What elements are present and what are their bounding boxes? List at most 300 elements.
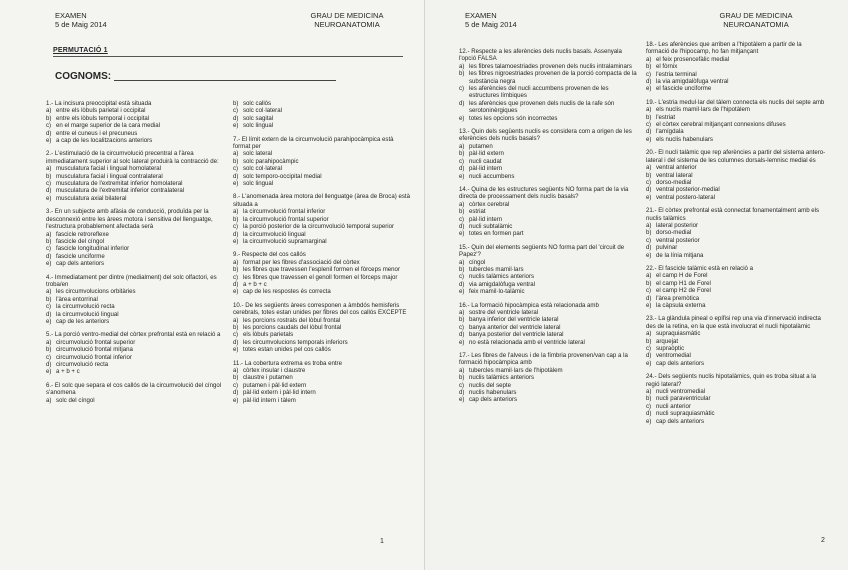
option-text: banya anterior del ventricle lateral	[469, 323, 561, 331]
option-text: banya posterior del ventricle lateral	[469, 331, 564, 339]
answer-option[interactable]	[459, 316, 637, 323]
question-item	[459, 48, 637, 122]
question-item	[646, 149, 826, 201]
option-letter: c)	[646, 70, 652, 78]
option-text: ventral posterior	[656, 236, 700, 244]
answer-option[interactable]	[46, 137, 226, 144]
answer-option[interactable]	[459, 208, 637, 215]
option-letter: d)	[646, 128, 652, 136]
option-letter: a)	[646, 106, 652, 114]
option-text: el camp H2 de Forel	[656, 287, 711, 295]
option-letter: e)	[459, 288, 465, 296]
option-letter: b)	[459, 316, 465, 324]
answer-option[interactable]	[233, 180, 411, 187]
option-letter: c)	[46, 180, 52, 188]
option-text: via amigdalòfuga ventral	[469, 280, 536, 288]
exam-header-left	[55, 11, 107, 29]
question-item	[46, 208, 226, 267]
option-text: l'amígdala	[656, 128, 684, 136]
option-text: solc callós	[243, 100, 272, 107]
option-letter: c)	[233, 223, 239, 231]
option-text: solc lingual	[243, 180, 274, 188]
option-text: dorso-medial	[656, 229, 692, 237]
option-letter: b)	[233, 374, 239, 382]
option-text: banya inferior del ventricle lateral	[469, 316, 559, 324]
option-letter: b)	[233, 323, 239, 331]
option-text: cap de les respostes és correcta	[243, 288, 331, 296]
answer-option[interactable]	[233, 339, 411, 346]
answer-option[interactable]	[646, 85, 826, 92]
answer-option[interactable]	[233, 208, 411, 215]
question-text: 6.- El solc que separa el cos callós de la circumvolució del cíngol s'anomena	[46, 381, 222, 397]
exam-date: 5 de Maig 2014	[55, 20, 107, 29]
question-item	[46, 100, 226, 144]
option-text: les aferències que provenen dels nuclis de la rafe són serotoninèrgiques	[469, 99, 615, 115]
option-letter: a)	[233, 316, 239, 324]
answer-option[interactable]	[233, 389, 411, 396]
answer-option[interactable]	[233, 107, 411, 114]
question-item	[646, 207, 826, 259]
answer-option[interactable]	[233, 374, 411, 381]
answer-option[interactable]	[46, 303, 226, 310]
answer-option[interactable]	[646, 352, 826, 359]
answer-option[interactable]	[646, 302, 826, 309]
option-text: tubercles mamil·lars de l'hipotàlem	[469, 366, 563, 374]
answer-option[interactable]	[46, 115, 226, 122]
answer-option[interactable]	[646, 179, 826, 186]
answer-option[interactable]	[459, 288, 637, 295]
answer-option[interactable]	[46, 238, 226, 245]
answer-option[interactable]	[233, 274, 411, 281]
answer-option[interactable]	[46, 107, 226, 114]
exam-label: EXAMEN	[465, 11, 497, 20]
option-letter: c)	[459, 157, 465, 165]
exam-label: EXAMEN	[55, 11, 87, 20]
answer-option[interactable]	[46, 245, 226, 252]
option-letter: d)	[46, 310, 52, 318]
option-text: nucli accumbens	[469, 172, 515, 180]
option-text: els nuclis mamil·lars de l'hipotàlem	[656, 106, 750, 114]
option-text: ventral postero-lateral	[656, 193, 715, 201]
option-letter: d)	[46, 187, 52, 195]
answer-option[interactable]	[233, 397, 411, 404]
option-text: nucli caudat	[469, 157, 502, 165]
option-text: la circumvolució recta	[56, 303, 115, 311]
option-text: solc del cíngol	[56, 396, 95, 404]
answer-option[interactable]	[459, 201, 637, 208]
answer-option[interactable]	[459, 173, 637, 180]
option-text: ventral lateral	[656, 171, 693, 179]
option-letter: a)	[46, 230, 52, 238]
option-letter: c)	[646, 236, 652, 244]
option-letter: c)	[233, 381, 239, 389]
question-text: 15.- Quin del elements següents NO forma part del 'circuit de Papez'?	[459, 243, 625, 259]
option-letter: e)	[459, 396, 465, 404]
question-text: 1.- La incisura preoccipital està situada	[46, 100, 152, 107]
answer-option[interactable]	[459, 216, 637, 223]
answer-option[interactable]	[646, 194, 826, 201]
answer-option[interactable]	[459, 309, 637, 316]
question-item	[459, 128, 637, 180]
answer-option[interactable]	[646, 330, 826, 337]
answer-option[interactable]	[233, 266, 411, 273]
option-letter: b)	[46, 346, 52, 354]
answer-option[interactable]	[459, 115, 637, 122]
answer-option[interactable]	[646, 222, 826, 229]
answer-option[interactable]	[459, 382, 637, 389]
answer-option[interactable]	[459, 223, 637, 230]
answer-option[interactable]	[233, 238, 411, 245]
answer-option[interactable]	[646, 186, 826, 193]
option-letter: a)	[459, 142, 465, 150]
option-text: cap dels anteriors	[656, 417, 705, 425]
option-text: musculatura facial i lingual homolateral	[56, 165, 162, 173]
answer-option[interactable]	[46, 288, 226, 295]
option-text: cap dels anteriors	[56, 260, 105, 268]
question-item	[46, 150, 226, 202]
option-text: format per les fibres d'associació del còrtex	[243, 258, 360, 266]
option-letter: e)	[646, 302, 652, 309]
option-text: fascicle del cíngol	[56, 237, 105, 245]
option-letter: c)	[646, 178, 652, 186]
answer-option[interactable]	[646, 403, 826, 410]
answer-option[interactable]	[646, 56, 826, 63]
option-text: pàl·lid intern	[469, 165, 503, 173]
page-number: 1	[380, 538, 384, 545]
option-letter: c)	[459, 85, 465, 93]
exam-header-right	[292, 11, 402, 29]
answer-option[interactable]	[459, 367, 637, 374]
question-text: 16.- La formació hipocàmpica està relacionada amb	[459, 301, 599, 309]
option-letter: d)	[233, 338, 239, 346]
answer-option[interactable]	[459, 339, 637, 346]
option-text: de la línia mitjana	[656, 251, 704, 259]
question-text: 20.- El nucli talàmic que rep aferències a partir del sistema antero-lateral i del sistema de les columnes dorsals-lemnisc medial és	[646, 149, 826, 164]
option-text: l'estriat	[656, 113, 676, 121]
option-letter: b)	[646, 63, 652, 71]
answer-option[interactable]	[459, 70, 637, 85]
answer-option[interactable]	[233, 165, 411, 172]
option-letter: b)	[459, 374, 465, 382]
answer-option[interactable]	[46, 361, 226, 368]
answer-option[interactable]	[46, 397, 226, 404]
option-letter: d)	[459, 165, 465, 173]
answer-option[interactable]	[233, 367, 411, 374]
answer-option[interactable]	[233, 281, 411, 288]
option-text: les fibres nigroestriades provenen de la porció compacta de la substància negra	[469, 70, 637, 85]
option-letter: e)	[233, 122, 239, 130]
answer-option[interactable]	[46, 354, 226, 361]
answer-option[interactable]	[46, 180, 226, 187]
answer-option[interactable]	[46, 187, 226, 194]
question-text: 21.- El còrtex prefrontal està connectat fonamentalment amb els nuclis talàmics	[646, 207, 820, 222]
answer-option[interactable]	[233, 100, 411, 107]
answer-option[interactable]	[233, 288, 411, 295]
option-text: musculatura de l'extremitat inferior contralateral	[56, 187, 185, 195]
degree-title: GRAU DE MEDICINA	[719, 11, 793, 20]
option-letter: a)	[646, 330, 652, 338]
question-text: 2.- L'estimulació de la circumvolució precentral a l'àrea immediatament superior al solc lateral produirà la contracció de:	[46, 150, 219, 165]
option-text: el còrtex cerebral mitjançant connexions difuses	[656, 121, 786, 129]
answer-option[interactable]	[46, 122, 226, 129]
question-text: 11.- La cobertura extrema es troba entre	[233, 359, 342, 367]
option-text: nucli anterior	[656, 402, 691, 410]
option-letter: d)	[233, 280, 239, 288]
answer-option[interactable]	[459, 389, 637, 396]
option-letter: a)	[233, 208, 239, 216]
answer-option[interactable]	[646, 229, 826, 236]
answer-option[interactable]	[233, 324, 411, 331]
option-text: estriat	[469, 208, 486, 216]
option-letter: e)	[233, 396, 239, 404]
answer-option[interactable]	[459, 266, 637, 273]
answer-option[interactable]	[459, 259, 637, 266]
option-text: l'àrea premòtica	[656, 294, 700, 302]
option-letter: a)	[233, 258, 239, 266]
option-text: cíngol	[469, 258, 486, 266]
option-letter: b)	[233, 266, 239, 274]
answer-option[interactable]	[233, 231, 411, 238]
option-letter: a)	[459, 200, 465, 208]
answer-option[interactable]	[46, 173, 226, 180]
option-letter: c)	[233, 107, 239, 115]
option-text: cap dels anteriors	[469, 396, 518, 404]
answer-option[interactable]	[646, 272, 826, 279]
answer-option[interactable]	[459, 63, 637, 70]
option-letter: b)	[646, 171, 652, 179]
answer-option[interactable]	[233, 382, 411, 389]
answer-option[interactable]	[646, 280, 826, 287]
question-column	[46, 100, 226, 410]
option-letter: c)	[233, 273, 239, 281]
question-item	[646, 99, 826, 143]
option-text: les fibres que travessen el genoll formen el fòrceps major	[243, 273, 398, 281]
question-text: 8.- L'anomenada àrea motora del llenguatge (àrea de Broca) està situada a	[233, 193, 410, 208]
option-text: putamen i pàl·lid extern	[243, 381, 307, 389]
option-letter: b)	[459, 70, 465, 78]
answer-option[interactable]	[459, 150, 637, 157]
answer-option[interactable]	[459, 85, 637, 100]
option-text: còrtex cerebral	[469, 200, 510, 208]
option-text: arquejat	[656, 337, 679, 345]
answer-option[interactable]	[233, 150, 411, 157]
question-item	[233, 136, 411, 188]
answer-option[interactable]	[646, 287, 826, 294]
option-text: pàl·lid intern i tàlem	[243, 396, 296, 404]
option-letter: e)	[46, 368, 52, 376]
answer-option[interactable]	[459, 100, 637, 115]
option-letter: a)	[459, 309, 465, 316]
option-letter: d)	[233, 172, 239, 180]
answer-option[interactable]	[646, 164, 826, 171]
answer-option[interactable]	[646, 172, 826, 179]
answer-option[interactable]	[646, 338, 826, 345]
option-letter: e)	[646, 359, 652, 367]
answer-option[interactable]	[233, 216, 411, 223]
answer-option[interactable]	[646, 114, 826, 121]
answer-option[interactable]	[46, 260, 226, 267]
option-text: a + b + c	[243, 280, 267, 288]
answer-option[interactable]	[46, 339, 226, 346]
option-letter: d)	[233, 389, 239, 397]
option-text: cap dels anteriors	[656, 359, 705, 367]
answer-option[interactable]	[459, 143, 637, 150]
answer-option[interactable]	[46, 368, 226, 375]
option-letter: d)	[646, 294, 652, 302]
exam-header-right	[697, 11, 815, 29]
option-text: ventral posterior-medial	[656, 186, 720, 194]
option-text: la circumvolució frontal inferior	[243, 208, 326, 216]
option-text: cap de les anteriors	[56, 317, 110, 325]
option-text: supraòptic	[656, 345, 685, 353]
answer-option[interactable]	[459, 324, 637, 331]
option-letter: c)	[459, 273, 465, 281]
option-letter: c)	[459, 381, 465, 389]
option-text: nucli ventromedial	[656, 388, 706, 396]
answer-option[interactable]	[233, 223, 411, 230]
course-title: NEUROANATOMIA	[723, 20, 789, 29]
option-letter: a)	[459, 366, 465, 374]
answer-option[interactable]	[646, 345, 826, 352]
answer-option[interactable]	[233, 115, 411, 122]
question-item	[233, 193, 411, 245]
option-letter: e)	[459, 114, 465, 122]
option-text: a cap de les localitzacions anteriors	[56, 137, 153, 145]
answer-option[interactable]	[459, 165, 637, 172]
answer-option[interactable]	[646, 237, 826, 244]
option-letter: e)	[46, 194, 52, 202]
option-letter: a)	[233, 367, 239, 374]
option-letter: e)	[233, 180, 239, 188]
question-item	[646, 373, 826, 425]
surname-line[interactable]	[114, 80, 336, 81]
question-item	[459, 302, 637, 346]
option-text: feix mamil·lo-talàmic	[469, 288, 525, 296]
option-text: musculatura facial i lingual contralateral	[56, 172, 163, 180]
answer-option[interactable]	[46, 165, 226, 172]
answer-option[interactable]	[646, 295, 826, 302]
option-letter: b)	[46, 172, 52, 180]
answer-option[interactable]	[459, 396, 637, 403]
answer-option[interactable]	[46, 231, 226, 238]
question-text: 23.- La glàndula pineal o epífisi rep una via d'innervació indirecta des de la retina, en la que està involucrat el nucli hipotalàmic	[646, 315, 821, 330]
option-letter: d)	[459, 99, 465, 107]
answer-option[interactable]	[46, 253, 226, 260]
option-text: les circumvolucions temporals inferiors	[243, 338, 348, 346]
option-letter: e)	[459, 230, 465, 238]
answer-option[interactable]	[646, 128, 826, 135]
option-text: nucli subtalàmic	[469, 222, 513, 230]
option-text: els lòbuls parietals	[243, 331, 294, 339]
option-letter: c)	[646, 287, 652, 295]
answer-option[interactable]	[233, 173, 411, 180]
exam-page-2	[424, 0, 848, 570]
option-letter: b)	[233, 215, 239, 223]
answer-option[interactable]	[46, 195, 226, 202]
answer-option[interactable]	[646, 388, 826, 395]
option-text: pàl·lid intern	[469, 215, 503, 223]
answer-option[interactable]	[46, 346, 226, 353]
answer-option[interactable]	[646, 136, 826, 143]
option-text: a + b + c	[56, 368, 80, 376]
option-text: les fibres que travessen l'esplenil formen el fòrceps menor	[243, 266, 400, 274]
option-letter: e)	[233, 237, 239, 245]
answer-option[interactable]	[646, 360, 826, 367]
answer-option[interactable]	[459, 374, 637, 381]
answer-option[interactable]	[646, 71, 826, 78]
answer-option[interactable]	[233, 331, 411, 338]
question-text: 4.- Immediatament per dintre (medialment) del solc olfactori, es troba/en	[46, 273, 217, 288]
question-item	[233, 302, 411, 354]
option-letter: e)	[646, 85, 652, 93]
answer-option[interactable]	[233, 158, 411, 165]
answer-option[interactable]	[233, 317, 411, 324]
question-item	[646, 41, 826, 93]
answer-option[interactable]	[646, 252, 826, 259]
question-item	[646, 265, 826, 309]
answer-option[interactable]	[233, 346, 411, 353]
answer-option[interactable]	[459, 331, 637, 338]
answer-option[interactable]	[646, 418, 826, 425]
answer-option[interactable]	[646, 121, 826, 128]
option-letter: d)	[459, 331, 465, 339]
answer-option[interactable]	[646, 63, 826, 70]
option-text: solc parahipocàmpic	[243, 157, 299, 165]
option-text: nuclis talàmics anteriors	[469, 273, 535, 281]
answer-option[interactable]	[233, 259, 411, 266]
option-letter: b)	[233, 100, 239, 107]
answer-option[interactable]	[646, 106, 826, 113]
option-text: dorso-medial	[656, 178, 692, 186]
option-letter: a)	[459, 258, 465, 266]
answer-option[interactable]	[46, 296, 226, 303]
option-letter: c)	[646, 121, 652, 129]
answer-option[interactable]	[459, 273, 637, 280]
option-text: la circumvolució lingual	[56, 310, 119, 318]
option-letter: a)	[46, 396, 52, 404]
permutation-label: PERMUTACIÓ 1	[53, 47, 108, 54]
option-text: la circumvolució frontal superior	[243, 215, 329, 223]
question-text: 13.- Quin dels següents nuclis es considera com a origen de les eferències dels nuclis basals?	[459, 128, 632, 143]
option-letter: a)	[46, 165, 52, 173]
option-text: les porcions caudals del lòbul frontal	[243, 323, 342, 331]
option-letter: b)	[46, 295, 52, 303]
option-letter: a)	[46, 338, 52, 346]
answer-option[interactable]	[646, 78, 826, 85]
answer-option[interactable]	[233, 122, 411, 129]
option-letter: c)	[46, 353, 52, 361]
answer-option[interactable]	[46, 311, 226, 318]
option-letter: b)	[646, 229, 652, 237]
answer-option[interactable]	[646, 395, 826, 402]
answer-option[interactable]	[646, 244, 826, 251]
option-letter: d)	[233, 114, 239, 122]
answer-option[interactable]	[459, 230, 637, 237]
option-text: lateral posterior	[656, 221, 698, 229]
answer-option[interactable]	[459, 281, 637, 288]
question-item	[46, 331, 226, 375]
answer-option[interactable]	[46, 318, 226, 325]
option-text: solc sagital	[243, 114, 274, 122]
answer-option[interactable]	[646, 410, 826, 417]
question-text: 22.- El fascicle talàmic està en relació a	[646, 264, 754, 272]
option-text: entre els lòbuls parietal i occipital	[56, 107, 146, 115]
surname-label: COGNOMS:	[55, 71, 112, 82]
answer-option[interactable]	[459, 158, 637, 165]
option-letter: b)	[459, 265, 465, 273]
option-text: la via amigdalòfuga ventral	[656, 78, 729, 86]
answer-option[interactable]	[46, 130, 226, 137]
